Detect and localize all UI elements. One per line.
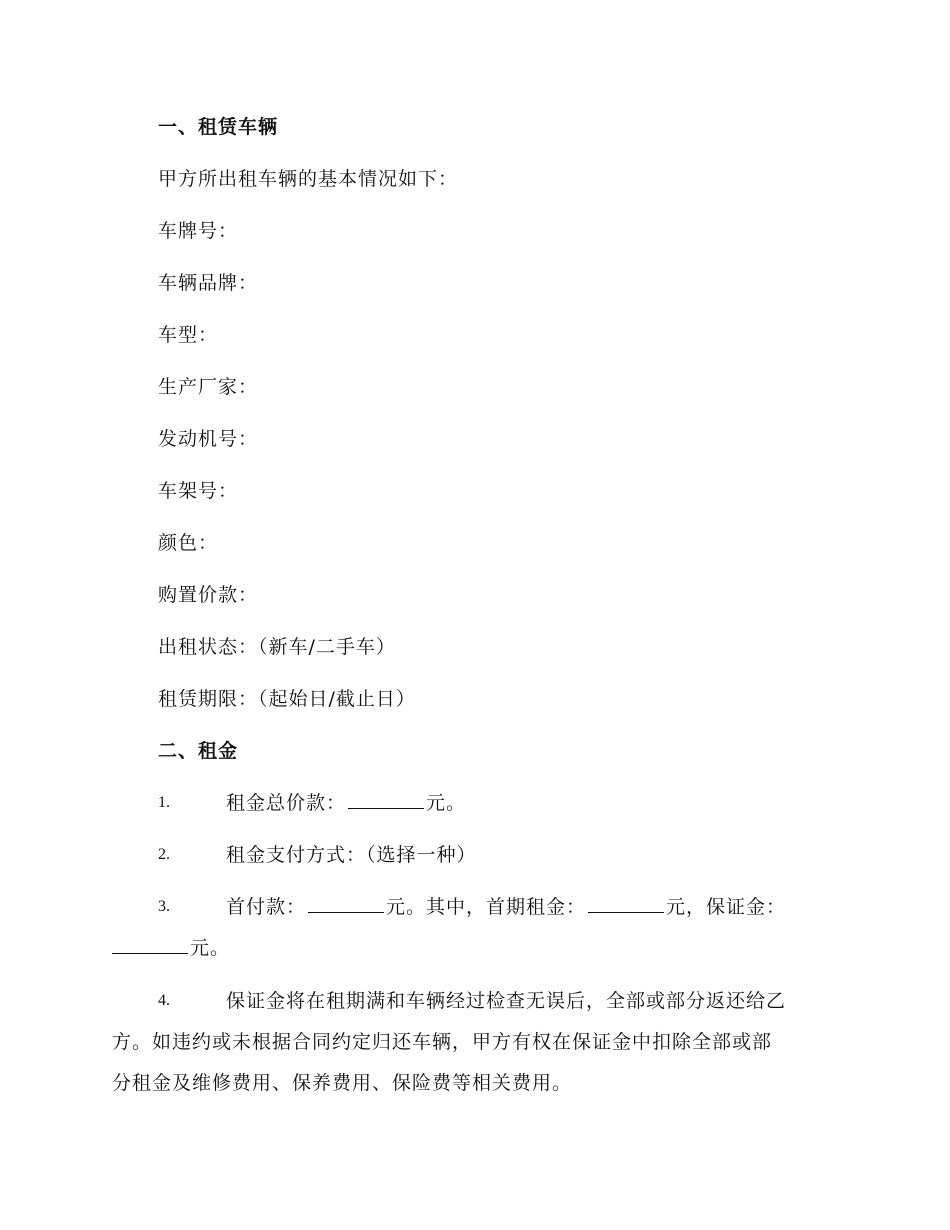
item-payment-method: 租金支付方式：（选择一种）: [226, 844, 477, 866]
item-text: 租金总价款：: [226, 792, 347, 814]
field-frame-number: 车架号：: [158, 480, 239, 502]
item-text: 元。其中，首期租金：: [386, 896, 587, 918]
intro-text: 甲方所出租车辆的基本情况如下：: [158, 168, 459, 190]
item-text: 元。: [190, 937, 231, 959]
item-down-payment: [226, 894, 786, 920]
item-total-rent: [226, 790, 466, 816]
field-rental-period: 租赁期限：（起始日/截止日）: [158, 688, 416, 710]
section-heading-vehicle: 一、租赁车辆: [158, 116, 279, 138]
section-heading-rent: 二、租金: [158, 740, 239, 762]
item-deposit-line3: 分租金及维修费用、保养费用、保险费等相关费用。: [112, 1072, 573, 1094]
item-deposit-line2: 方。如违约或未根据合同约定归还车辆，甲方有权在保证金中扣除全部或部: [112, 1031, 773, 1053]
blank-total-rent: [348, 790, 424, 809]
field-engine-number: 发动机号：: [158, 428, 259, 450]
field-purchase-price: 购置价款：: [158, 584, 259, 606]
blank-down-payment: [308, 894, 384, 913]
item-number: 4.: [158, 992, 170, 1009]
field-brand: 车辆品牌：: [158, 272, 259, 294]
field-manufacturer: 生产厂家：: [158, 376, 259, 398]
blank-deposit: [112, 935, 188, 954]
item-text: 元，保证金：: [666, 896, 787, 918]
item-deposit-line1: 保证金将在租期满和车辆经过检查无误后，全部或部分返还给乙: [226, 990, 787, 1012]
item-text: 首付款：: [226, 896, 307, 918]
item-down-payment-cont: [112, 935, 230, 961]
field-plate-number: 车牌号：: [158, 220, 239, 242]
item-number: 3.: [158, 898, 170, 915]
field-color: 颜色：: [158, 532, 219, 554]
blank-first-rent: [588, 894, 664, 913]
item-number: 1.: [158, 794, 170, 811]
field-model: 车型：: [158, 324, 219, 346]
item-text: 元。: [426, 792, 467, 814]
item-number: 2.: [158, 846, 170, 863]
field-rental-status: 出租状态：（新车/二手车）: [158, 636, 396, 658]
